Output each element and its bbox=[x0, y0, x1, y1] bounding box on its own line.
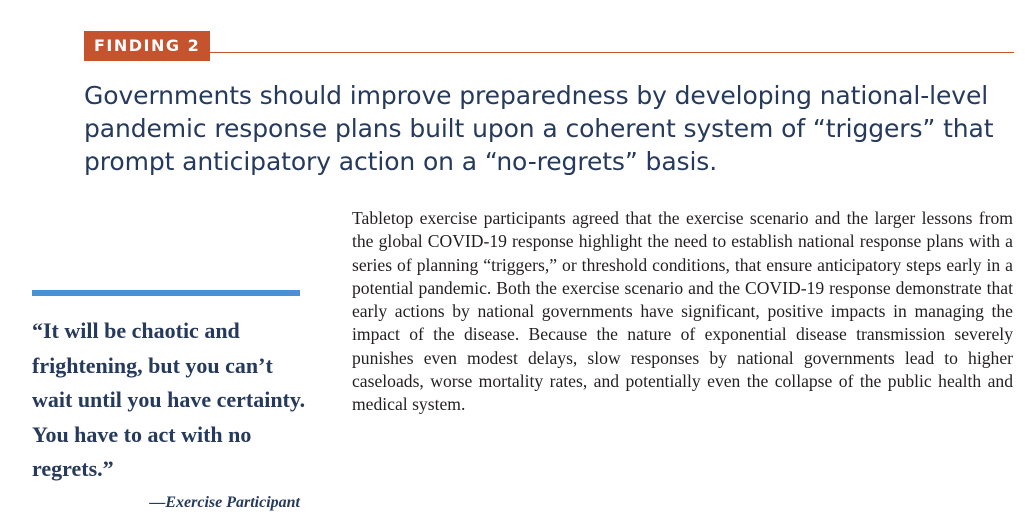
body-paragraph: Tabletop exercise participants agreed that the exercise scenario and the larger lessons from the global COVID-19 response highlight the need to establish national response plans with a series of planning “triggers,” or threshold conditions, that ensure anticipatory steps early in a potential pandemic. Both the exercise scenario and the COVID-19 response demonstrate that early actions by national governments have significant, positive impacts in managing the impact of the disease. Because the nature of exponential disease transmission severely punishes even modest delays, slow responses by national governments lead to higher caseloads, worse mortality rates, and potentially even the collapse of the public health and medical system. bbox=[352, 208, 1013, 415]
finding-divider bbox=[204, 52, 1014, 53]
finding-label: FINDING 2 bbox=[84, 31, 210, 61]
quote-attribution: —Exercise Participant bbox=[149, 494, 300, 511]
pull-quote-rule bbox=[32, 290, 300, 296]
finding-title: Governments should improve preparedness by developing national-level pandemic response plans built upon a coherent system of “triggers” that prompt anticipatory action on a “no-regrets” basis. bbox=[84, 81, 994, 176]
finding-header bbox=[84, 31, 1014, 61]
pull-quote: “It will be chaotic and frightening, but you can’t wait until you have certainty. You have to act with no regrets.” bbox=[32, 318, 306, 481]
